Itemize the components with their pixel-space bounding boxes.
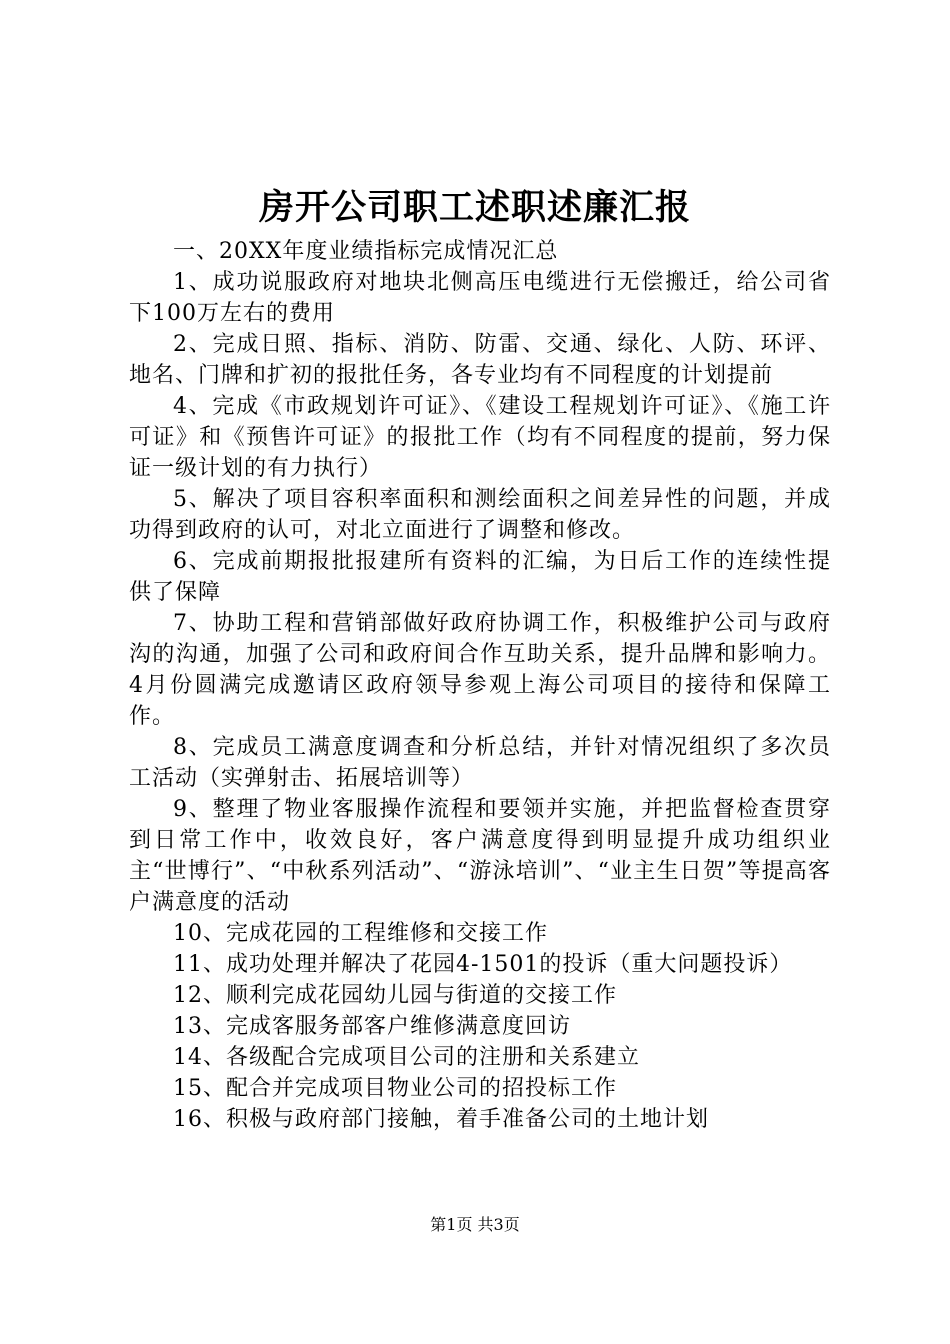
paragraph-item-16: 16、积极与政府部门接触，着手准备公司的土地计划 xyxy=(173,1107,709,1132)
document-title: 房开公司职工述职述廉汇报 xyxy=(258,187,691,228)
paragraph-item-10: 10、完成花园的工程维修和交接工作 xyxy=(173,921,548,946)
paragraph-item-1: 1、成功说服政府对地块北侧高压电缆进行无偿搬迁，给公司省下100万左右的费用 xyxy=(129,270,831,326)
paragraph-item-7: 7、协助工程和营销部做好政府协调工作，积极维护公司与政府沟的沟通，加强了公司和政府间合作互助关系，提升品牌和影响力。4月份圆满完成邀请区政府领导参观上海公司项目的接待和保障工作。 xyxy=(129,611,831,729)
paragraph-item-11: 11、成功处理并解决了花园4-1501的投诉（重大问题投诉） xyxy=(173,952,793,977)
paragraph-item-15: 15、配合并完成项目物业公司的招投标工作 xyxy=(173,1076,617,1101)
paragraph-item-9: 9、整理了物业客服操作流程和要领并实施，并把监督检查贯穿到日常工作中，收效良好，客户满意度得到明显提升成功组织业主“世博行”、“中秋系列活动”、“游泳培训”、“业主生日贺”等提高客户满意度的活动 xyxy=(129,797,831,915)
paragraph-item-5: 5、解决了项目容积率面积和测绘面积之间差异性的问题，并成功得到政府的认可，对北立面进行了调整和修改。 xyxy=(129,487,831,543)
paragraph-item-12: 12、顺利完成花园幼儿园与街道的交接工作 xyxy=(173,983,617,1008)
section-heading: 一、20XX年度业绩指标完成情况汇总 xyxy=(173,239,559,264)
document-body xyxy=(129,236,831,1135)
paragraph-item-8: 8、完成员工满意度调查和分析总结，并针对情况组织了多次员工活动（实弹射击、拓展培训等） xyxy=(129,735,831,791)
paragraph-item-6: 6、完成前期报批报建所有资料的汇编，为日后工作的连续性提供了保障 xyxy=(129,549,831,605)
paragraph-item-4: 4、完成《市政规划许可证》、《建设工程规划许可证》、《施工许可证》和《预售许可证》的报批工作（均有不同程度的提前，努力保证一级计划的有力执行） xyxy=(129,394,831,481)
paragraph-item-14: 14、各级配合完成项目公司的注册和关系建立 xyxy=(173,1045,640,1070)
paragraph-item-13: 13、完成客服务部客户维修满意度回访 xyxy=(173,1014,571,1039)
paragraph-item-2: 2、完成日照、指标、消防、防雷、交通、绿化、人防、环评、地名、门牌和扩初的报批任务，各专业均有不同程度的计划提前 xyxy=(129,332,831,388)
page-footer: 第1页 共3页 xyxy=(430,1215,520,1234)
